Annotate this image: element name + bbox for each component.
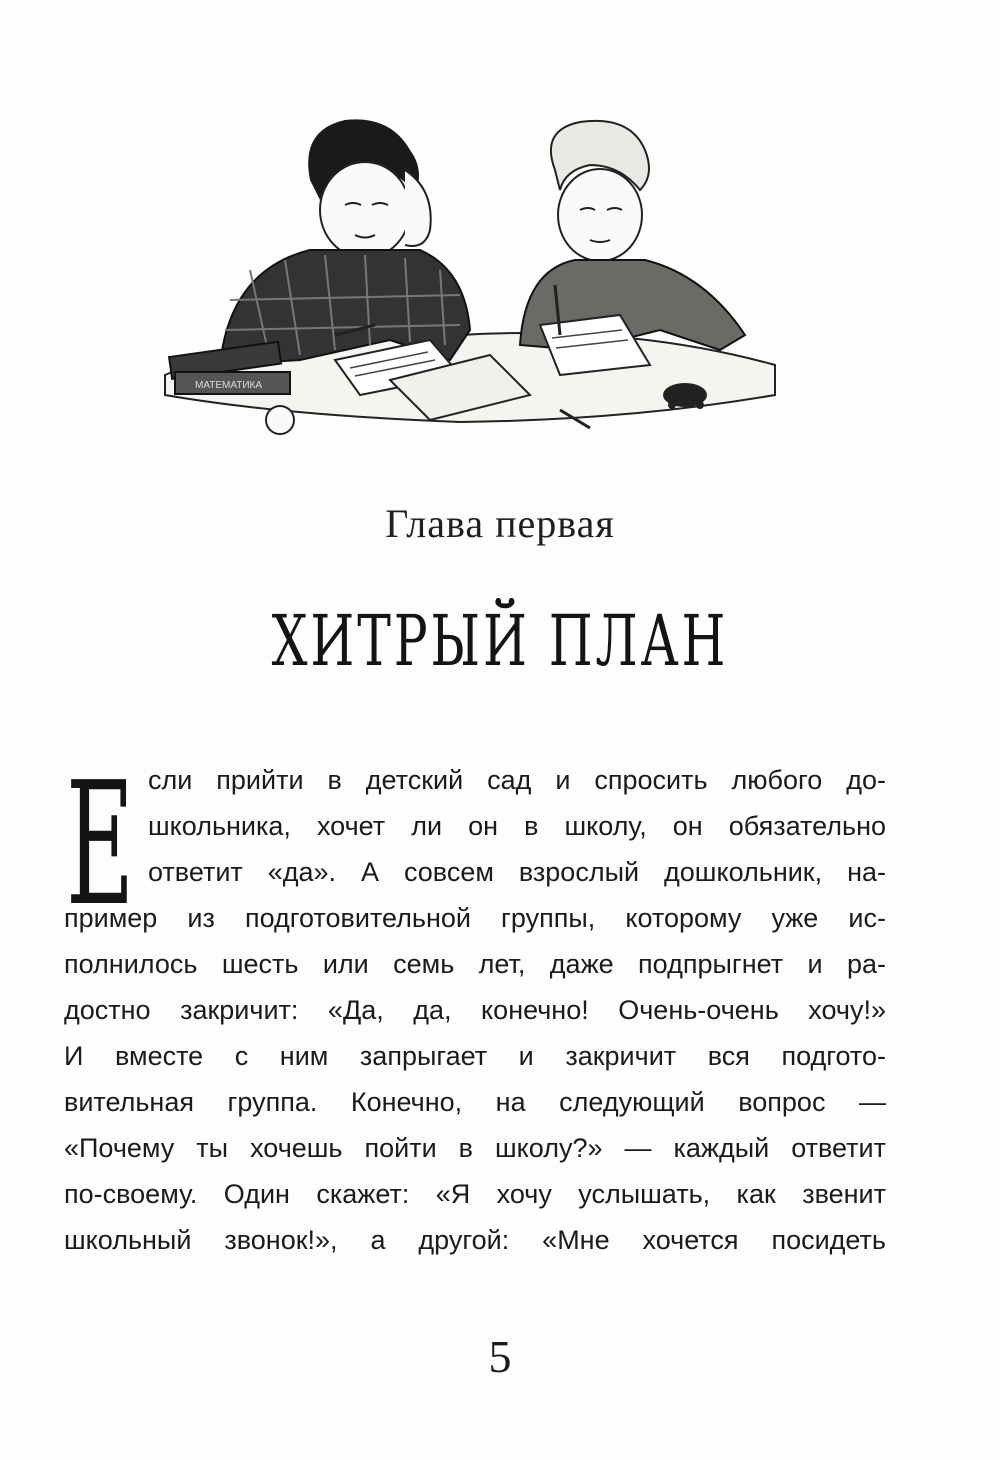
chapter-illustration — [160, 110, 780, 455]
text-line: «Почему ты хочешь пойти в школу?» — каждый ответит — [64, 1133, 886, 1163]
chapter-label: Глава первая — [385, 501, 615, 546]
text-line: пример из подготовительной группы, которому уже ис- — [64, 903, 886, 933]
book-label: МАТЕМАТИКА — [195, 380, 263, 391]
text-line: ответит «да». А совсем взрослый дошкольник, на- — [148, 857, 886, 887]
body-text — [64, 746, 886, 1263]
page-number: 5 — [488, 1331, 512, 1382]
text-line: школьный звонок!», а другой: «Мне хочется посидеть — [64, 1225, 886, 1255]
text-line: школьника, хочет ли он в школу, он обязательно — [148, 811, 886, 841]
text-line: вительная группа. Конечно, на следующий вопрос — — [64, 1087, 886, 1117]
text-line: достно закричит: «Да, да, конечно! Очень-очень хочу!» — [64, 995, 886, 1025]
text-line: по-своему. Один скажет: «Я хочу услышать, как звенит — [64, 1179, 886, 1209]
text-line: И вместе с ним запрыгает и закричит вся подгото- — [64, 1041, 886, 1071]
text-line: полнилось шесть или семь лет, даже подпрыгнет и ра- — [64, 949, 886, 979]
chapter-title: ХИТРЫЙ ПЛАН — [271, 600, 729, 682]
drop-cap: Е — [66, 746, 135, 944]
text-line: сли прийти в детский сад и спросить любого до- — [148, 765, 886, 795]
